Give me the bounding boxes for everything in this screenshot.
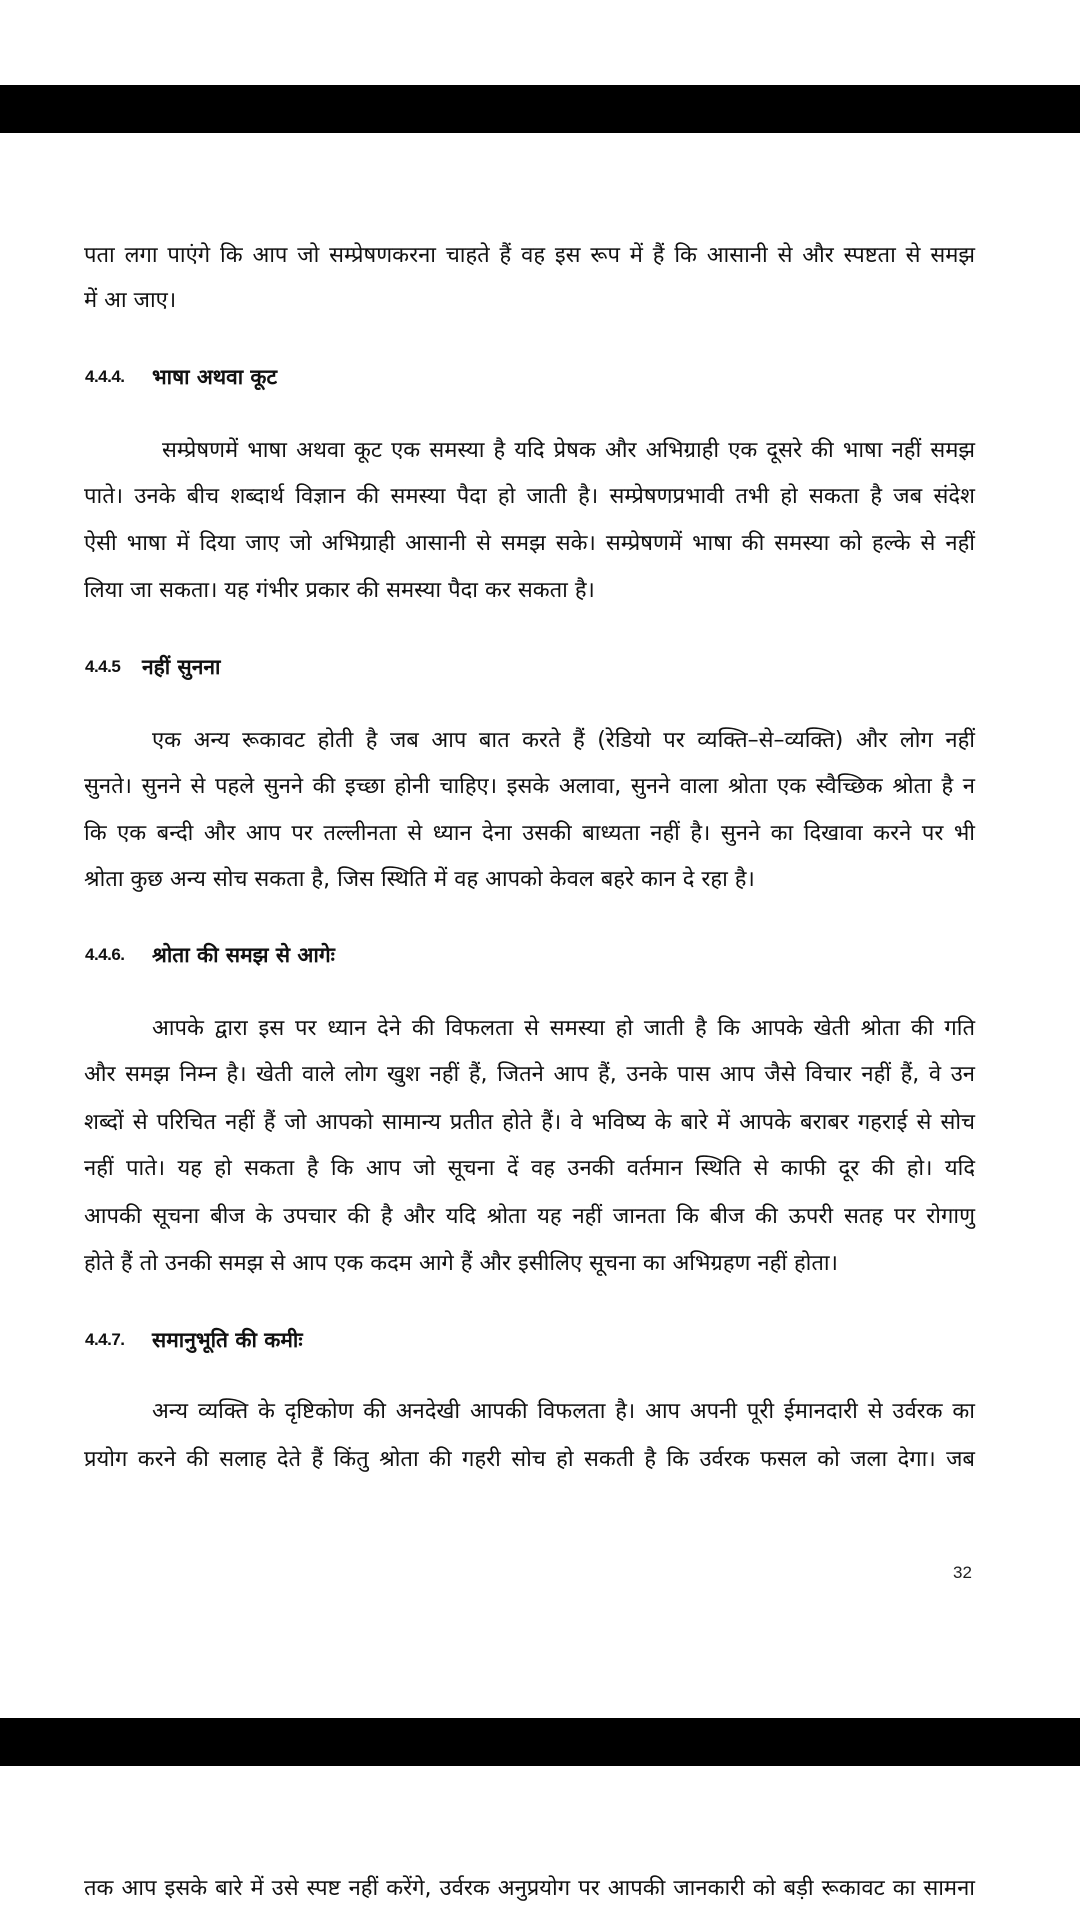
section-number: 4.4.7.: [85, 1330, 125, 1349]
section-title: भाषा अथवा कूट: [152, 365, 277, 389]
text-line: में आ जाए।: [84, 288, 177, 313]
text-line: तक आप इसके बारे में उसे स्पष्ट नहीं करेंगे, उर्वरक अनुप्रयोग पर आपकी जानकारी को बड़ी रूकावट का सामना: [84, 1876, 975, 1901]
text-line: शब्दों से परिचित नहीं हैं जो आपको सामान्य प्रतीत होते हैं। वे भविष्य के बारे में आपके बराबर गहराई से सोच: [84, 1110, 975, 1135]
text-line: पाते। उनके बीच शब्दार्थ विज्ञान की समस्या पैदा हो जाती है। सम्प्रेषणप्रभावी तभी हो सकता है जब संदेश: [84, 484, 975, 509]
text-line: सम्प्रेषणमें भाषा अथवा कूट एक समस्या है यदि प्रेषक और अभिग्राही एक दूसरे की भाषा नहीं समझ: [162, 438, 975, 463]
text-line: और समझ निम्न है। खेती वाले लोग खुश नहीं हैं, जितने आप हैं, उनके पास आप जैसे विचार नहीं हैं, वे उन: [84, 1062, 975, 1087]
section-title: नहीं सुनना: [142, 655, 221, 679]
section-title: समानुभूति की कमीः: [152, 1328, 303, 1352]
text-line: ऐसी भाषा में दिया जाए जो अभिग्राही आसानी से समझ सके। सम्प्रेषणमें भाषा की समस्या को हल्के से नहीं: [84, 531, 975, 556]
text-line: पता लगा पाएंगे कि आप जो सम्प्रेषणकरना चाहते हैं वह इस रूप में हैं कि आसानी से और स्पष्टता से समझ: [84, 243, 975, 268]
text-line: प्रयोग करने की सलाह देते हैं किंतु श्रोता की गहरी सोच हो सकती है कि उर्वरक फसल को जला देगा। जब: [84, 1447, 975, 1472]
section-number: 4.4.5: [85, 657, 121, 676]
text-line: एक अन्य रूकावट होती है जब आप बात करते हैं (रेडियो पर व्यक्ति–से–व्यक्ति) और लोग नहीं: [152, 728, 975, 753]
text-line: श्रोता कुछ अन्य सोच सकता है, जिस स्थिति में वह आपको केवल बहरे कान दे रहा है।: [84, 867, 755, 892]
text-line: कि एक बन्दी और आप पर तल्लीनता से ध्यान देना उसकी बाध्यता नहीं है। सुनने का दिखावा करने पर भी: [84, 821, 975, 846]
page-number: 32: [953, 1563, 972, 1582]
page-separator-bar-bottom: [0, 1718, 1080, 1766]
text-line: आपके द्वारा इस पर ध्यान देने की विफलता से समस्या हो जाती है कि आपके खेती श्रोता की गति: [152, 1016, 975, 1041]
text-line: सुनते। सुनने से पहले सुनने की इच्छा होनी चाहिए। इसके अलावा, सुनने वाला श्रोता एक स्वैच्छिक श्रोता है न: [84, 774, 975, 799]
text-line: नहीं पाते। यह हो सकता है कि आप जो सूचना दें वह उनकी वर्तमान स्थिति से काफी दूर की हो। यदि: [84, 1156, 975, 1181]
text-line: आपकी सूचना बीज के उपचार की है और यदि श्रोता यह नहीं जानता कि बीज की ऊपरी सतह पर रोगाणु: [84, 1204, 975, 1229]
section-title: श्रोता की समझ से आगेः: [152, 943, 335, 967]
text-line: होते हैं तो उनकी समझ से आप एक कदम आगे हैं और इसीलिए सूचना का अभिग्रहण नहीं होता।: [84, 1251, 838, 1276]
section-number: 4.4.4.: [85, 367, 125, 386]
section-number: 4.4.6.: [85, 945, 125, 964]
text-line: लिया जा सकता। यह गंभीर प्रकार की समस्या पैदा कर सकता है।: [84, 578, 595, 603]
page-separator-bar-top: [0, 85, 1080, 133]
text-line: अन्य व्यक्ति के दृष्टिकोण की अनदेखी आपकी विफलता है। आप अपनी पूरी ईमानदारी से उर्वरक का: [152, 1399, 975, 1424]
